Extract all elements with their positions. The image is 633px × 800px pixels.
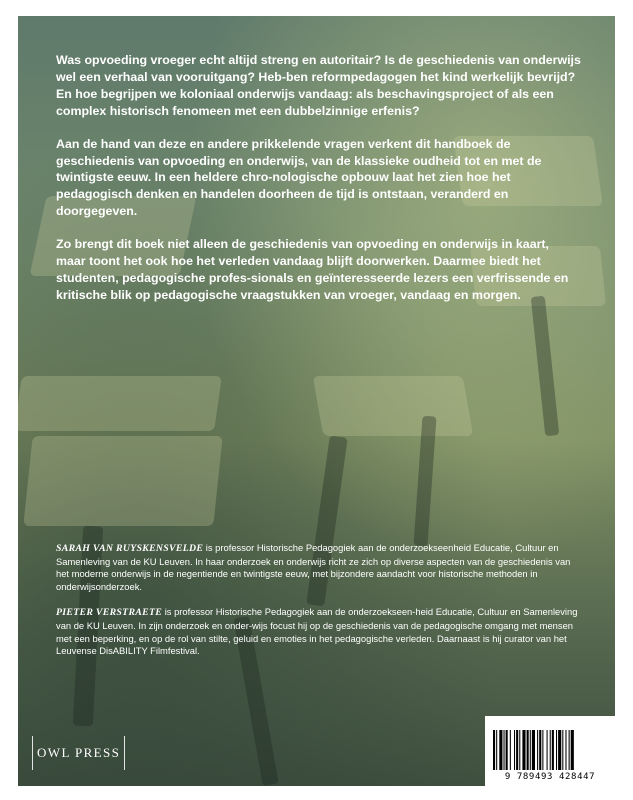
isbn-barcode xyxy=(485,716,615,786)
back-cover xyxy=(18,16,615,786)
author-bio xyxy=(56,542,581,593)
author-bio-text: is professor Historische Pedagogiek aan de onderzoekseenheid Educatie, Cultuur en Samenleving van de KU Leuven. In haar onderzoek en onderwijs richt ze zich op diverse aspecten van de geschiedenis van het moderne onderwijs in de negentiende en twintigste eeuw, met bijzondere aandacht voor historische methoden in onderwijsonderzoek. xyxy=(56,542,571,592)
desk-shape xyxy=(23,436,222,526)
author-name: PIETER VERSTRAETE xyxy=(56,607,163,619)
desk-shape xyxy=(18,376,222,431)
blurb xyxy=(56,52,581,320)
publisher-logo xyxy=(32,736,125,770)
author-bio xyxy=(56,606,581,657)
barcode-icon xyxy=(493,730,607,770)
blurb-paragraph: Was opvoeding vroeger echt altijd streng en autoritair? Is de geschiedenis van onderwijs wel een verhaal van vooruitgang? Heb-ben reformpedagogen het kind werkelijk bevrijd? En hoe begrijpen we koloniaal onderwijs vandaag: als beschavingsproject of als een complex historisch fenomeen met een dubbelzinnige erfenis? xyxy=(56,53,581,118)
blurb-paragraph: Zo brengt dit boek niet alleen de geschiedenis van opvoeding en onderwijs in kaart, maar toont het ook hoe het verleden vandaag blijft doorwerken. Daarmee biedt het studenten, pedagogische profes-sionals en geïnteresseerde lezers een verfrissende en kritische blik op pedagogische vraagstukken van vroeger, vandaag en morgen. xyxy=(56,237,569,302)
author-bio-text: is professor Historische Pedagogiek aan de onderzoekseen-heid Educatie, Cultuur en Samenleving van de KU Leuven. In zijn onderzoek en onder-wijs focust hij op de geschiedenis van de pedagogische omgang met mensen met een beperking, en op de rol van stilte, geluid en emoties in het pedagogische verleden. Daarnaast is hij curator van het Leuvense DisABILITY Filmfestival. xyxy=(56,606,578,657)
desk-shape xyxy=(313,376,474,436)
author-bios xyxy=(56,542,581,671)
publisher-name: OWL PRESS xyxy=(37,745,121,760)
isbn-number: 9 789493 428447 xyxy=(504,772,596,782)
blurb-paragraph: Aan de hand van deze en andere prikkelende vragen verkent dit handboek de geschiedenis van opvoeding en onderwijs, van de klassieke oudheid tot en met de twintigste eeuw. In een heldere chro-nologische opbouw laat het zien hoe het pedagogisch denken en handelen doorheen de tijd is ontstaan, veranderd en doorgegeven. xyxy=(56,136,542,219)
author-name: SARAH VAN RUYSKENSVELDE xyxy=(56,543,204,554)
